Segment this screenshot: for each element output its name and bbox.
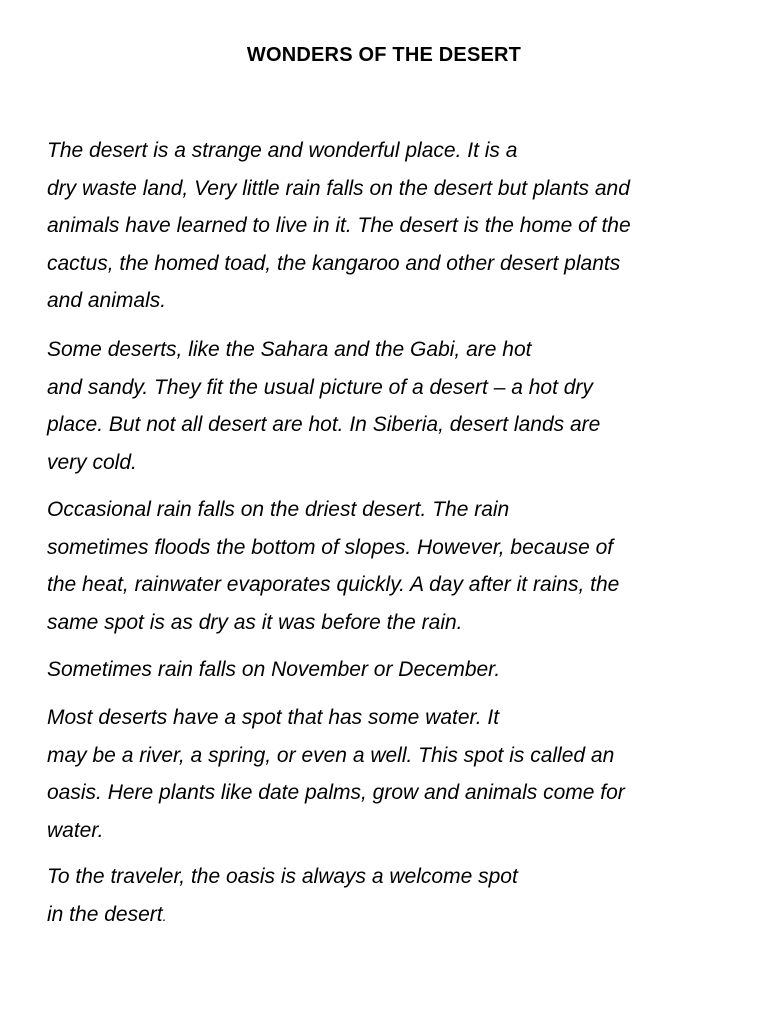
paragraph-traveler-text: To the traveler, the oasis is always a welcome spot in the desert [47,865,518,926]
document-title: WONDERS OF THE DESERT [246,44,522,66]
paragraph-traveler-period: . [162,907,167,924]
paragraph-oasis: Most deserts have a spot that has some water. It may be a river, a spring, or even a well. This spot is called an oasis. Here plants like date palms, grow and animals come for water. [47,706,625,842]
paragraph-rainfall: Occasional rain falls on the driest desert. The rain sometimes floods the bottom of slopes. However, because of the heat, rainwater evaporates quickly. A day after it rains, the same spot is as dry as it was before the rain. [47,498,620,634]
paragraph-hot-and-cold-deserts: Some deserts, like the Sahara and the Gabi, are hot and sandy. They fit the usual picture of a desert – a hot dry place. But not all desert are hot. In Siberia, desert lands are very cold. [47,338,601,474]
paragraph-intro: The desert is a strange and wonderful place. It is a dry waste land, Very little rain falls on the desert but plants and animals have learned to live in it. The desert is the home of the cactus, the homed toad, the kangaroo and other desert plants and animals. [47,139,631,313]
paragraph-traveler [47,858,727,935]
paragraph-rain-months: Sometimes rain falls on November or December. [47,658,501,681]
